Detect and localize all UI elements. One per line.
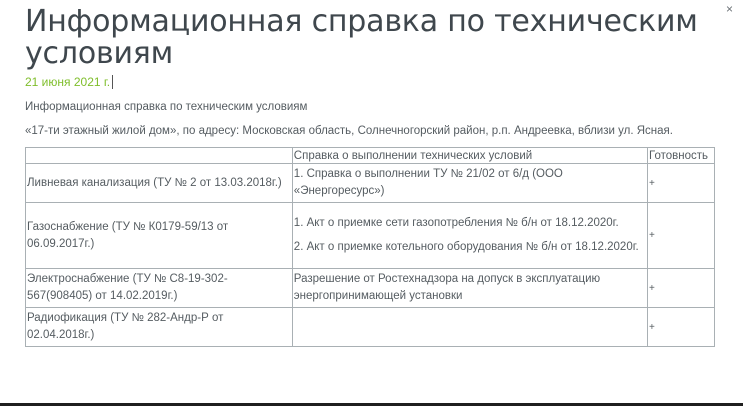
- table-row: [26, 269, 715, 308]
- header-cell-docs: Справка о выполнении технических условий: [292, 148, 647, 164]
- row-docs-cell: [292, 269, 647, 308]
- header-cell-ready: Готовность: [648, 148, 715, 164]
- row-name-cell: Радиофикация (ТУ № 282-Андр-Р от 02.04.2018г.): [26, 308, 293, 347]
- specs-table: [25, 147, 715, 347]
- table-row: [26, 308, 715, 347]
- header-cell-name: [26, 148, 293, 164]
- row-ready-cell: +: [648, 269, 715, 308]
- intro-address: «17-ти этажный жилой дом», по адресу: Московская область, Солнечногорский район, р.п. Андреевка, вблизи ул. Ясная.: [25, 125, 673, 137]
- page-title: Информационная справка по техническим условиям: [25, 4, 698, 71]
- row-docs-cell: [292, 308, 647, 347]
- row-name-cell: Электроснабжение (ТУ № С8-19-302-567(908405) от 14.02.2019г.): [26, 269, 293, 308]
- row-docs-cell: [292, 164, 647, 203]
- row-name-cell: Газоснабжение (ТУ № К0179-59/13 от 06.09.2017г.): [26, 203, 293, 269]
- doc-line: 2. Акт о приемке котельного оборудования № б/н от 18.12.2020г.: [293, 241, 639, 253]
- table-header-row: [26, 148, 715, 164]
- row-docs-cell: [292, 203, 647, 269]
- table-row: [26, 164, 715, 203]
- publish-date: 21 июня 2021 г.: [25, 75, 113, 89]
- close-icon[interactable]: ×: [725, 2, 733, 16]
- row-name-cell: Ливневая канализация (ТУ № 2 от 13.03.2018г.): [26, 164, 293, 203]
- intro-heading: Информационная справка по техническим условиям: [25, 101, 308, 113]
- doc-line: Разрешение от Ростехнадзора на допуск в эксплуатацию энергопринимающей установки: [293, 273, 601, 302]
- doc-line: 1. Справка о выполнении ТУ № 21/02 от 6/д (ООО «Энергоресурс»): [293, 168, 563, 197]
- row-ready-cell: +: [648, 203, 715, 269]
- row-ready-cell: +: [648, 164, 715, 203]
- row-ready-cell: +: [648, 308, 715, 347]
- table-row: [26, 203, 715, 269]
- doc-line: 1. Акт о приемке сети газопотребления № б/н от 18.12.2020г.: [293, 217, 619, 229]
